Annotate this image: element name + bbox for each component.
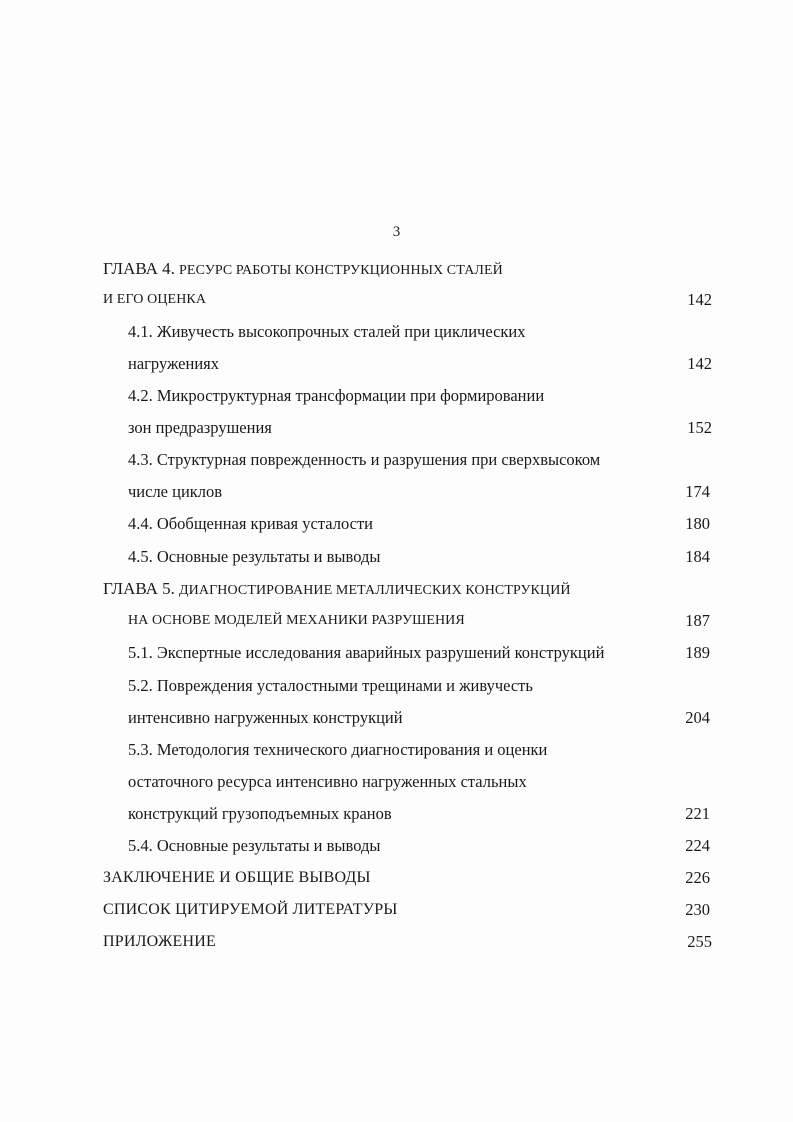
toc-chapter-4-line-1	[0, 255, 793, 283]
section-5-2-page: 204	[685, 708, 710, 727]
toc-section-5-3-line-3	[0, 800, 793, 828]
toc-references	[0, 896, 793, 924]
toc-chapter-4-line-2	[0, 286, 793, 314]
chapter-5-label: ГЛАВА 5.	[103, 579, 175, 598]
appendix-page: 255	[687, 932, 712, 951]
references-title: СПИСОК ЦИТИРУЕМОЙ ЛИТЕРАТУРЫ	[103, 901, 398, 918]
section-5-3-page: 221	[685, 804, 710, 823]
section-5-2-title: 5.2. Повреждения усталостными трещинами и живучесть	[128, 676, 533, 695]
section-5-3-title: 5.3. Методология технического диагностирования и оценки	[128, 740, 548, 759]
section-5-3-title-cont: остаточного ресурса интенсивно нагруженных стальных	[128, 772, 527, 791]
toc-section-5-2-line-2	[0, 704, 793, 732]
section-4-1-title: 4.1. Живучесть высокопрочных сталей при циклических	[128, 322, 526, 341]
chapter-5-title-cont: НА ОСНОВЕ МОДЕЛЕЙ МЕХАНИКИ РАЗРУШЕНИЯ	[128, 613, 465, 628]
section-5-1-title: 5.1. Экспертные исследования аварийных разрушений конструкций	[128, 643, 605, 662]
conclusion-title: ЗАКЛЮЧЕНИЕ И ОБЩИЕ ВЫВОДЫ	[103, 869, 371, 886]
chapter-4-title: РЕСУРС РАБОТЫ КОНСТРУКЦИОННЫХ СТАЛЕЙ	[179, 263, 503, 278]
section-5-1-page: 189	[685, 643, 710, 662]
toc-section-4-3-line-2	[0, 478, 793, 506]
appendix-title: ПРИЛОЖЕНИЕ	[103, 933, 217, 950]
page-number: 3	[392, 224, 401, 240]
toc-section-5-4	[0, 832, 793, 860]
toc-section-4-1-line-2	[0, 350, 793, 378]
chapter-4-page: 142	[687, 290, 712, 309]
section-4-3-title: 4.3. Структурная поврежденность и разрушения при сверхвысоком	[128, 450, 601, 469]
toc-section-4-5	[0, 543, 793, 571]
chapter-5-title: ДИАГНОСТИРОВАНИЕ МЕТАЛЛИЧЕСКИХ КОНСТРУКЦИЙ	[179, 583, 571, 598]
toc-chapter-5-line-1	[0, 575, 793, 603]
section-4-2-title: 4.2. Микроструктурная трансформации при формировании	[128, 386, 545, 405]
section-5-4-title: 5.4. Основные результаты и выводы	[128, 836, 381, 855]
toc-section-4-1-line-1	[0, 318, 793, 346]
toc-conclusion	[0, 864, 793, 892]
references-page: 230	[685, 900, 710, 919]
section-4-2-title-cont: зон предразрушения	[128, 418, 272, 437]
chapter-5-page: 187	[685, 611, 710, 630]
conclusion-page: 226	[685, 868, 710, 887]
section-4-5-page: 184	[685, 547, 710, 566]
toc-section-4-4	[0, 510, 793, 538]
toc-chapter-5-line-2	[0, 607, 793, 635]
section-4-1-page: 142	[687, 354, 712, 373]
toc-appendix	[0, 928, 793, 956]
toc-section-5-3-line-2	[0, 768, 793, 796]
toc-section-5-2-line-1	[0, 672, 793, 700]
section-5-3-title-cont-2: конструкций грузоподъемных кранов	[128, 804, 392, 823]
toc-section-5-1	[0, 639, 793, 667]
toc-section-4-3-line-1	[0, 446, 793, 474]
section-4-4-title: 4.4. Обобщенная кривая усталости	[128, 514, 373, 533]
chapter-4-title-cont: И ЕГО ОЦЕНКА	[103, 292, 207, 307]
chapter-4-label: ГЛАВА 4.	[103, 259, 175, 278]
section-4-3-title-cont: числе циклов	[128, 482, 223, 501]
toc-section-5-3-line-1	[0, 736, 793, 764]
section-5-4-page: 224	[685, 836, 710, 855]
toc-section-4-2-line-2	[0, 414, 793, 442]
section-4-5-title: 4.5. Основные результаты и выводы	[128, 547, 381, 566]
toc-section-4-2-line-1	[0, 382, 793, 410]
section-5-2-title-cont: интенсивно нагруженных конструкций	[128, 708, 403, 727]
section-4-4-page: 180	[685, 514, 710, 533]
section-4-1-title-cont: нагружениях	[128, 354, 219, 373]
section-4-3-page: 174	[685, 482, 710, 501]
section-4-2-page: 152	[687, 418, 712, 437]
